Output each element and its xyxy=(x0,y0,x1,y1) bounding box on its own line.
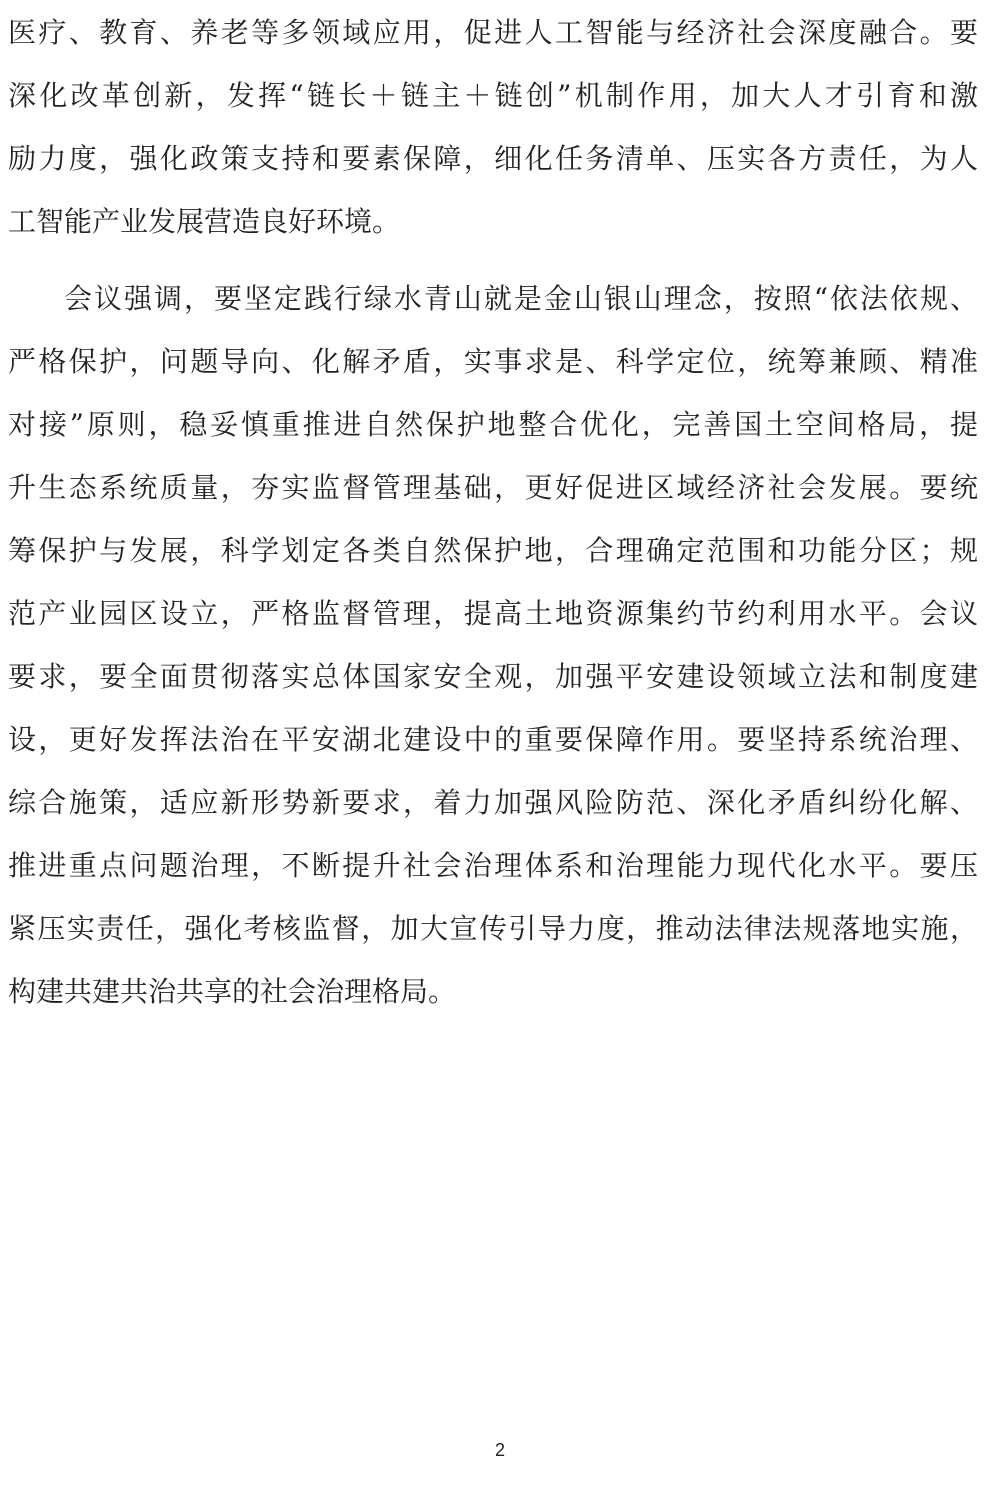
text-line: 会议强调，要坚定践行绿水青山就是金山银山理念，按照“依法依规、 xyxy=(64,282,978,315)
text-line: 设，更好发挥法治在平安湖北建设中的重要保障作用。要坚持系统治理、 xyxy=(8,723,978,756)
paragraph-1 xyxy=(8,8,978,260)
paragraph-2 xyxy=(8,274,978,1030)
body-text xyxy=(8,8,978,1030)
text-line: 严格保护，问题导向、化解矛盾，实事求是、科学定位，统筹兼顾、精准 xyxy=(8,345,978,378)
paragraph-spacer xyxy=(8,260,978,274)
text-line: 工智能产业发展营造良好环境。 xyxy=(8,205,401,238)
text-line: 推进重点问题治理，不断提升社会治理体系和治理能力现代化水平。要压 xyxy=(8,849,978,882)
text-line: 对接”原则，稳妥慎重推进自然保护地整合优化，完善国土空间格局，提 xyxy=(8,408,978,441)
text-line: 深化改革创新，发挥“链长＋链主＋链创”机制作用，加大人才引育和激 xyxy=(8,79,978,112)
text-line: 升生态系统质量，夯实监督管理基础，更好促进区域经济社会发展。要统 xyxy=(8,471,978,504)
text-line: 综合施策，适应新形势新要求，着力加强风险防范、深化矛盾纠纷化解、 xyxy=(8,786,978,819)
text-line: 医疗、教育、养老等多领域应用，促进人工智能与经济社会深度融合。要 xyxy=(8,16,978,49)
text-line: 紧压实责任，强化考核监督，加大宣传引导力度，推动法律法规落地实施， xyxy=(8,912,978,945)
text-line: 构建共建共治共享的社会治理格局。 xyxy=(8,975,457,1008)
page-number: 2 xyxy=(494,1440,505,1460)
text-line: 励力度，强化政策支持和要素保障，细化任务清单、压实各方责任，为人 xyxy=(8,142,978,175)
text-line: 范产业园区设立，严格监督管理，提高土地资源集约节约利用水平。会议 xyxy=(8,597,978,630)
text-line: 筹保护与发展，科学划定各类自然保护地，合理确定范围和功能分区；规 xyxy=(8,534,978,567)
text-line: 要求，要全面贯彻落实总体国家安全观，加强平安建设领域立法和制度建 xyxy=(8,660,978,693)
